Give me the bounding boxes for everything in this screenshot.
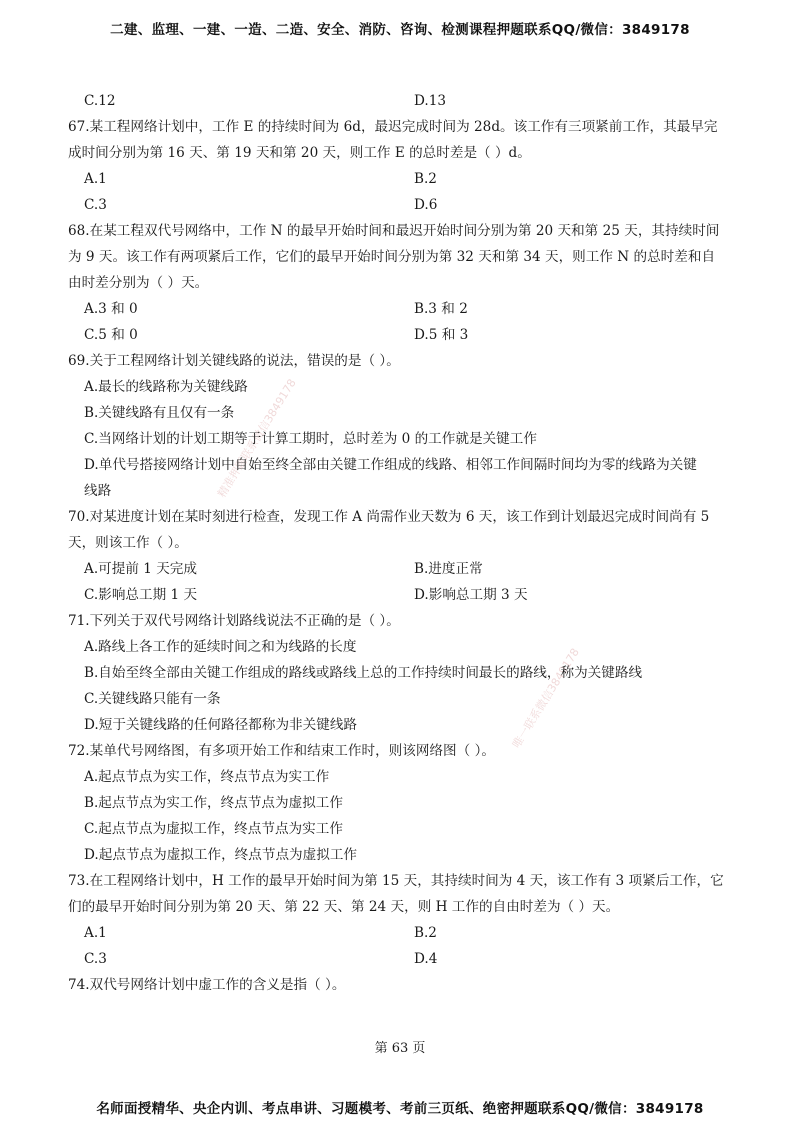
watermark: 唯一联系微信3849178 <box>509 646 582 751</box>
page-number: 第 63 页 <box>374 1041 426 1056</box>
option-a: A.路线上各工作的延续时间之和为线路的长度 <box>84 639 357 655</box>
option-d: D.4 <box>414 951 438 967</box>
option-row <box>68 582 728 608</box>
option-row <box>68 946 728 972</box>
option-b: B.3 和 2 <box>414 301 468 317</box>
option-c: C.起点节点为虚拟工作，终点节点为实工作 <box>84 821 343 837</box>
option: D.13 <box>414 93 447 109</box>
question-70 <box>68 504 728 608</box>
option-a: A.最长的线路称为关键线路 <box>84 379 248 395</box>
option-d: D.单代号搭接网络计划中自始至终全部由关键工作组成的线路、相邻工作间隔时间均为零的线路为关键 <box>84 457 697 473</box>
option-b: B.2 <box>414 925 437 941</box>
option-d: D.短于关键线路的任何路径都称为非关键线路 <box>84 717 358 733</box>
question-text: 由时差分别为（ ）天。 <box>68 275 209 291</box>
option-c: C.关键线路只能有一条 <box>84 691 221 707</box>
option-b: B.自始至终全部由关键工作组成的路线或路线上总的工作持续时间最长的路线，称为关键路线 <box>84 665 643 681</box>
option-b: B.2 <box>414 171 437 187</box>
question-list <box>68 88 728 998</box>
option-row <box>68 322 728 348</box>
question-text: 70.对某进度计划在某时刻进行检查，发现工作 A 尚需作业天数为 6 天，该工作到计划最迟完成时间尚有 5 <box>68 509 710 525</box>
question-69 <box>68 348 728 504</box>
option-d-continued: 线路 <box>84 483 112 499</box>
option-row <box>68 296 728 322</box>
question-text: 67.某工程网络计划中，工作 E 的持续时间为 6d，最迟完成时间为 28d。该工作有三项紧前工作，其最早完 <box>68 119 718 135</box>
question-74 <box>68 972 728 998</box>
question-text: 68.在某工程双代号网络中，工作 N 的最早开始时间和最迟开始时间分别为第 20 天和第 25 天，其持续时间 <box>68 223 720 239</box>
question-text: 71.下列关于双代号网络计划路线说法不正确的是（ ）。 <box>68 613 400 629</box>
option-d: D.5 和 3 <box>414 327 469 343</box>
footer-banner: 名师面授精华、央企内训、考点串讲、习题模考、考前三页纸、绝密押题联系QQ/微信：3849178 <box>96 1101 704 1117</box>
option-c: C.3 <box>84 951 107 967</box>
question-text: 们的最早开始时间分别为第 20 天、第 22 天、第 24 天，则 H 工作的自由时差为（ ）天。 <box>68 899 620 915</box>
option-a: A.3 和 0 <box>84 301 138 317</box>
question-text: 天，则该工作（ ）。 <box>68 535 188 551</box>
option-row <box>68 556 728 582</box>
option-c: C.3 <box>84 197 107 213</box>
option-d: D.6 <box>414 197 438 213</box>
option-c: C.5 和 0 <box>84 327 138 343</box>
question-text: 成时间分别为第 16 天、第 19 天和第 20 天，则工作 E 的总时差是（ ）d。 <box>68 145 531 161</box>
option-row <box>68 192 728 218</box>
option-c: C.当网络计划的计划工期等于计算工期时，总时差为 0 的工作就是关键工作 <box>84 431 537 447</box>
question-text: 73.在工程网络计划中，H 工作的最早开始时间为第 15 天，其持续时间为 4 天，该工作有 3 项紧后工作，它 <box>68 873 724 889</box>
lead-options <box>68 88 728 114</box>
option-b: B.关键线路有且仅有一条 <box>84 405 235 421</box>
question-text: 69.关于工程网络计划关键线路的说法，错误的是（ ）。 <box>68 353 400 369</box>
question-text: 72.某单代号网络图，有多项开始工作和结束工作时，则该网络图（ ）。 <box>68 743 495 759</box>
header-banner: 二建、监理、一建、一造、二造、安全、消防、咨询、检测课程押题联系QQ/微信：3849178 <box>110 22 690 38</box>
option: C.12 <box>84 93 116 109</box>
question-text: 为 9 天。该工作有两项紧后工作，它们的最早开始时间分别为第 32 天和第 34 天，则工作 N 的总时差和自 <box>68 249 716 265</box>
option-row <box>68 166 728 192</box>
option-c: C.影响总工期 1 天 <box>84 587 198 603</box>
question-73 <box>68 868 728 972</box>
question-67 <box>68 114 728 218</box>
option-a: A.1 <box>84 925 107 941</box>
option-a: A.起点节点为实工作，终点节点为实工作 <box>84 769 330 785</box>
question-72 <box>68 738 728 868</box>
option-b: B.起点节点为实工作，终点节点为虚拟工作 <box>84 795 343 811</box>
question-71 <box>68 608 728 738</box>
option-a: A.可提前 1 天完成 <box>84 561 197 577</box>
option-row <box>68 920 728 946</box>
option-d: D.起点节点为虚拟工作，终点节点为虚拟工作 <box>84 847 358 863</box>
question-68 <box>68 218 728 348</box>
option-d: D.影响总工期 3 天 <box>414 587 528 603</box>
option-b: B.进度正常 <box>414 561 483 577</box>
option-a: A.1 <box>84 171 107 187</box>
question-text: 74.双代号网络计划中虚工作的含义是指（ ）。 <box>68 977 346 993</box>
watermark: 精准押题联系微信3849178 <box>215 376 299 500</box>
